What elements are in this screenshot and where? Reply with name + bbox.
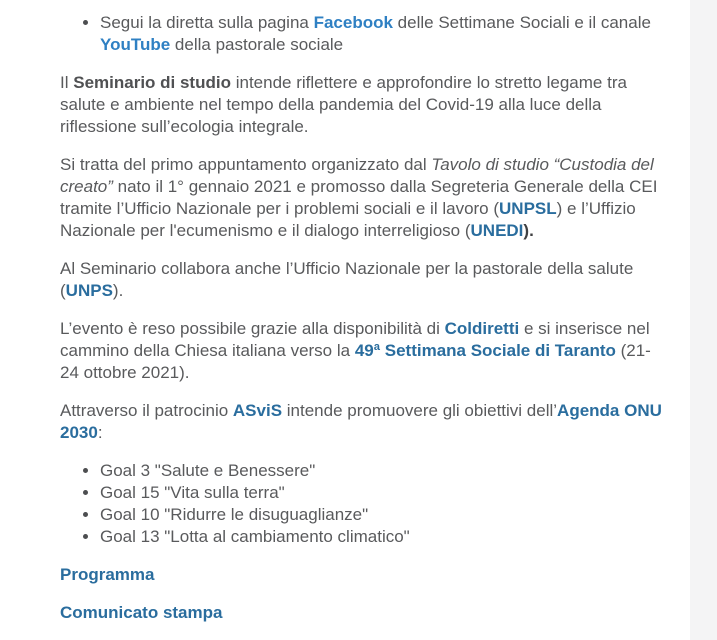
live-stream-list <box>60 12 662 56</box>
agenda-onu-link[interactable]: Agenda ONU 2030 <box>60 401 662 442</box>
right-rail <box>690 0 717 640</box>
coldiretti-link[interactable]: Coldiretti <box>444 319 520 338</box>
text-run: Attraverso il patrocinio <box>60 401 233 420</box>
text-run: intende riflettere e approfondire lo stretto legame tra salute e ambiente nel tempo della pandemia del Covid-19 alla luce della riflessione sull’ecologia integrale. <box>60 73 627 136</box>
seminario-bold-text: Seminario di studio <box>73 73 231 92</box>
text-run: (21-24 ottobre 2021). <box>60 341 651 382</box>
text-run: e si inserisce nel cammino della Chiesa italiana verso la <box>60 319 650 360</box>
text-run: intende promuovere gli obiettivi dell’ <box>282 401 558 420</box>
text-run: L’evento è reso possibile grazie alla disponibilità di <box>60 319 445 338</box>
comunicato-stampa-link[interactable]: Comunicato stampa <box>60 603 223 622</box>
unps-link[interactable]: UNPS <box>65 281 113 300</box>
goal-item: • Goal 10 "Ridurre le disuguaglianze" <box>100 504 662 526</box>
text-run: ). <box>112 281 124 300</box>
goals-list <box>60 460 662 548</box>
list-item-diretta <box>100 12 662 56</box>
paragraph-evento <box>60 318 662 384</box>
tavolo-italic-text: Tavolo di studio “Custodia del creato” <box>60 155 654 196</box>
comunicato-row <box>60 602 662 624</box>
paragraph-unps <box>60 258 662 302</box>
text-run: : <box>97 423 103 442</box>
text-run: Si tratta del primo appuntamento organizzato dal <box>60 155 432 174</box>
unpsl-link[interactable]: UNPSL <box>499 199 557 218</box>
text-run: della pastorale sociale <box>170 35 344 54</box>
text-run: Il <box>60 73 74 92</box>
goal-item: • Goal 13 "Lotta al cambiamento climatico" <box>100 526 662 548</box>
text-run: ) e l’Uffizio Nazionale per l'ecumenismo e il dialogo interreligioso ( <box>60 199 636 240</box>
facebook-link[interactable]: Facebook <box>313 13 393 32</box>
goal-item: • Goal 3 "Salute e Benessere" <box>100 460 662 482</box>
goal-item: • Goal 15 "Vita sulla terra" <box>100 482 662 504</box>
asvis-link[interactable]: ASviS <box>232 401 283 420</box>
text-run: ). <box>523 221 534 240</box>
paragraph-tavolo <box>60 154 662 242</box>
programma-link[interactable]: Programma <box>60 565 155 584</box>
settimana-sociale-link[interactable]: 49ª Settimana Sociale di Taranto <box>354 341 616 360</box>
paragraph-patrocinio <box>60 400 662 444</box>
text-run: nato il 1° gennaio 2021 e promosso dalla Segreteria Generale della CEI tramite l’Ufficio Nazionale per i problemi sociali e il lavoro ( <box>60 177 658 218</box>
youtube-link[interactable]: YouTube <box>100 35 171 54</box>
paragraph-seminario <box>60 72 662 138</box>
text-run: delle Settimane Sociali e il canale <box>392 13 651 32</box>
unedi-link[interactable]: UNEDI <box>470 221 524 240</box>
text-run: Al Seminario collabora anche l’Ufficio Nazionale per la pastorale della salute ( <box>60 259 634 300</box>
text-run: Segui la diretta sulla pagina <box>100 13 314 32</box>
programma-row <box>60 564 662 586</box>
